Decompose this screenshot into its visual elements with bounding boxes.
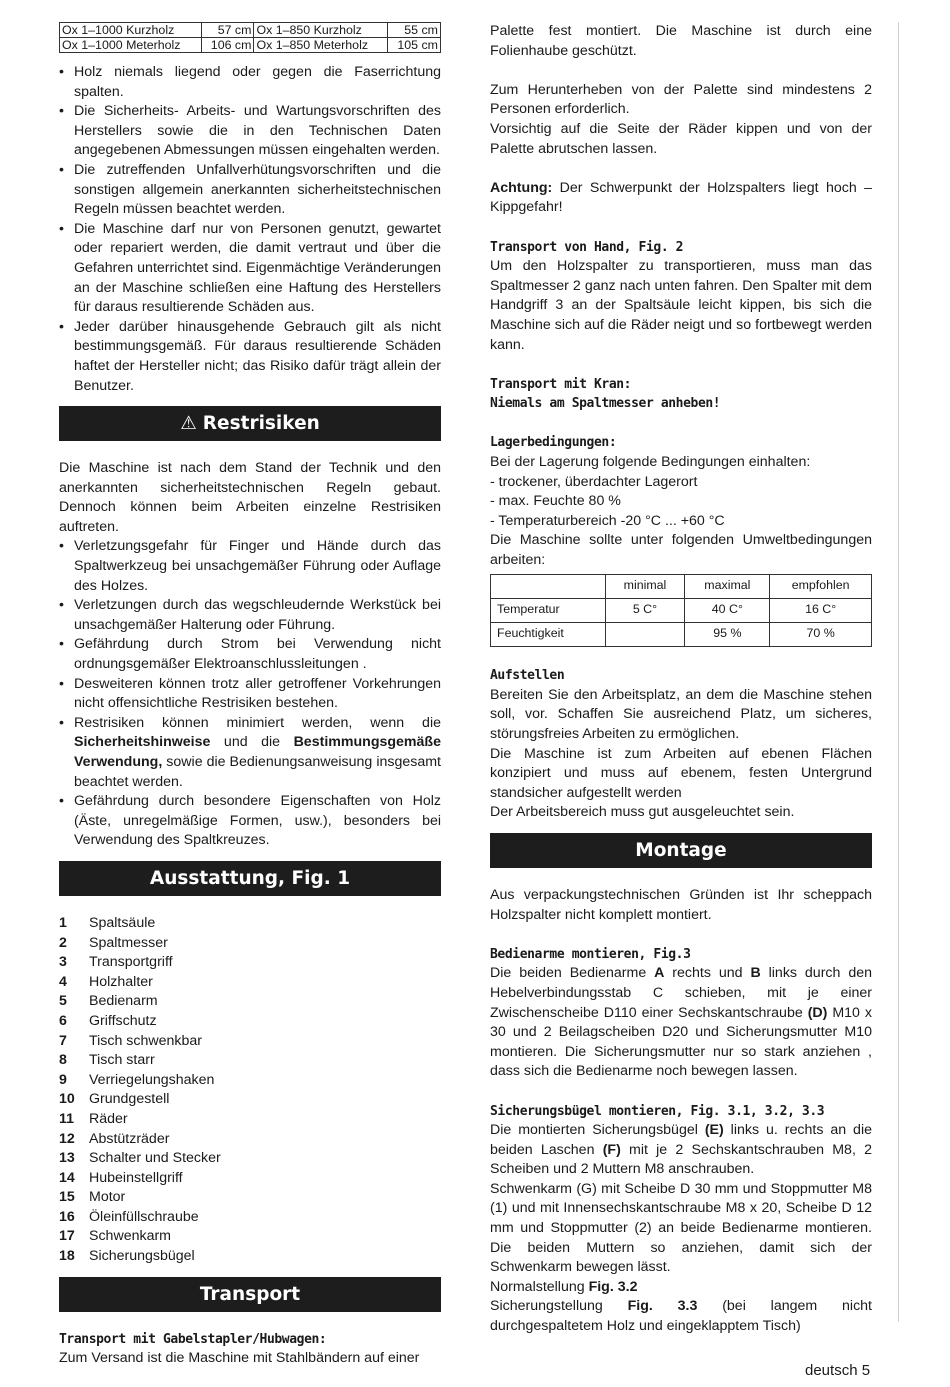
part-label: Verriegelungshaken <box>89 1071 215 1088</box>
list-item: • Desweiteren können trotz aller getroffener Vorkehrungen nicht offensichtliche Restrisiken bestehen. <box>59 675 441 714</box>
part-label: Sicherungsbügel <box>89 1248 195 1265</box>
parts-list-item <box>59 992 441 1012</box>
text-run-bold: Sicherheitshinweise <box>74 734 211 751</box>
part-number: 10 <box>59 1091 75 1108</box>
part-label: Holzhalter <box>89 973 153 990</box>
section-title: Ausstattung, Fig. 1 <box>149 867 351 889</box>
section-title: Restrisiken <box>202 413 320 435</box>
part-label: Bedienarm <box>89 993 158 1010</box>
table-cell: 40 C° <box>685 598 770 622</box>
part-label: Spaltsäule <box>89 914 156 931</box>
transport-continued-text: Palette fest montiert. Die Maschine ist durch eine Folienhaube geschützt. <box>490 23 872 59</box>
list-item: • Verletzungsgefahr für Finger und Hände durch das Spaltwerkzeug bei unsachgemäßer Führung oder Auflage des Holzes. <box>59 537 441 596</box>
text-run: M10 x 30 und 2 Beilagscheiben D20 und Sicherungsmutter M10 montieren. Die Sicherungsmutter nur so stark anziehen , dass sich die Bedienarme noch bewegen lassen. <box>490 1004 872 1080</box>
text-run: links durch den Hebelverbindungsstab C schieben, mit je einer Zwischenscheibe D110 einer Sechskantschraube <box>490 965 872 1021</box>
part-number: 1 <box>59 914 67 931</box>
table-header-row <box>491 574 872 598</box>
table-cell: Ox 1–1000 Kurzholz <box>60 23 202 38</box>
herunterheben-text: Zum Herunterheben von der Palette sind mindestens 2 Personen erforderlich. <box>490 81 872 118</box>
storage-line: - Temperaturbereich -20 °C ... +60 °C <box>490 512 725 529</box>
part-number: 18 <box>59 1248 75 1265</box>
parts-list-item <box>59 1130 441 1150</box>
page-edge-rule <box>898 22 899 1322</box>
parts-list-item <box>59 1188 441 1208</box>
bedienarme-text <box>490 964 872 1082</box>
parts-list-item <box>59 1227 441 1247</box>
environment-text: Die Maschine sollte unter folgenden Umweltbedingungen arbeiten: <box>490 532 872 569</box>
list-item: • Gefährdung durch Strom bei Verwendung nicht ordnungsgemäßer Elektroanschlussleitungen . <box>59 635 441 674</box>
text-run-bold: (E) <box>704 1122 724 1139</box>
parts-list-item <box>59 1149 441 1169</box>
section-title: Montage <box>635 839 727 861</box>
transport-hand-text: Um den Holzspalter zu transportieren, muss man das Spaltmesser 2 ganz nach unten fahren. Den Spalter mit dem Handgriff 3 an der Spaltsäule leicht kippen, bis sich die Maschine sich auf die Räder neigt und so fortbewegt werden kann. <box>490 258 872 353</box>
text-run-bold: A <box>654 965 665 982</box>
text-run-bold: B <box>750 965 761 982</box>
storage-line: - max. Feuchte 80 % <box>490 493 621 510</box>
usage-rules-list <box>59 63 441 396</box>
parts-list-item <box>59 1208 441 1228</box>
sicherungsbuegel-heading: Sicherungsbügel montieren, Fig. 3.1, 3.2, 3.3 <box>490 1103 825 1119</box>
text-run-bold: (F) <box>602 1141 621 1158</box>
part-label: Transportgriff <box>89 954 173 971</box>
list-item: • Verletzungen durch das wegschleudernde Werkstück bei unsachgemäßer Halterung oder Führung. <box>59 596 441 635</box>
parts-list-item <box>59 1247 441 1267</box>
parts-list-item <box>59 1071 441 1091</box>
text-run-bold: Fig. 3.2 <box>588 1278 638 1295</box>
length-spec-table <box>59 22 441 53</box>
restrisiken-intro: Die Maschine ist nach dem Stand der Technik und den anerkannten sicherheitstechnischen Regeln gebaut. Dennoch können beim Arbeiten einzelne Restrisiken auftreten. <box>59 460 441 535</box>
parts-list <box>59 914 441 1267</box>
list-item: • Holz niemals liegend oder gegen die Faserrichtung spalten. <box>59 63 441 102</box>
parts-list-item <box>59 1012 441 1032</box>
setup-text: Die Maschine ist zum Arbeiten auf ebenen Flächen konzipiert und muss auf ebenem, festen Untergrund standsicher aufgestellt werden <box>490 745 872 801</box>
setup-heading: Aufstellen <box>490 668 565 684</box>
table-cell: Ox 1–850 Meterholz <box>254 38 388 53</box>
parts-list-item <box>59 1032 441 1052</box>
restrisiken-list <box>59 537 441 851</box>
text-run: Die beiden Bedienarme <box>490 965 655 982</box>
table-cell: Feuchtigkeit <box>491 622 606 646</box>
part-number: 6 <box>59 1012 67 1029</box>
page-footer: deutsch 5 <box>805 1362 871 1379</box>
achtung-label: Achtung: <box>490 179 553 196</box>
text-run: rechts und <box>664 965 751 982</box>
list-item: • Die Sicherheits- Arbeits- und Wartungsvorschriften des Herstellers sowie die in den Technischen Daten angegebenen Abmessungen müssen eingehalten werden. <box>59 102 441 161</box>
table-row <box>60 38 441 53</box>
part-label: Hubeinstellgriff <box>89 1169 183 1186</box>
environment-table <box>490 574 872 647</box>
transport-crane-warning: Niemals am Spaltmesser anheben! <box>490 396 721 412</box>
part-label: Tisch starr <box>89 1052 155 1069</box>
setup-text: Der Arbeitsbereich muss gut ausgeleuchtet sein. <box>490 804 795 821</box>
parts-list-item <box>59 1051 441 1071</box>
part-label: Tisch schwenkbar <box>89 1032 203 1049</box>
montage-banner <box>490 833 872 868</box>
normalstellung-text <box>490 1278 872 1298</box>
part-number: 12 <box>59 1130 75 1147</box>
achtung-text: Der Schwerpunkt der Holzspalters liegt hoch – Kippgefahr! <box>490 179 872 216</box>
montage-intro: Aus verpackungstechnischen Gründen ist Ihr scheppach Holzspalter nicht komplett montiert. <box>490 886 872 923</box>
restrisiken-banner <box>59 406 441 441</box>
text-run: Restrisiken können minimiert werden, wenn die <box>74 714 441 731</box>
part-number: 16 <box>59 1208 75 1225</box>
text-run: sowie die Bedienungsanweisung insgesamt beachtet werden. <box>74 754 441 790</box>
table-cell: 16 C° <box>770 598 872 622</box>
table-cell: 55 cm <box>388 23 441 38</box>
table-cell: 5 C° <box>605 598 685 622</box>
text-run: mit je 2 Sechskantschrauben M8, 2 Scheiben und 2 Muttern M8 anschrauben. <box>490 1141 872 1178</box>
part-label: Spaltmesser <box>89 934 168 951</box>
table-cell: 105 cm <box>388 38 441 53</box>
part-number: 3 <box>59 954 67 971</box>
table-header-cell: maximal <box>685 574 770 598</box>
transport-forklift-heading: Transport mit Gabelstapler/Hubwagen: <box>59 1331 327 1347</box>
ausstattung-banner <box>59 861 441 896</box>
table-header-cell: minimal <box>605 574 685 598</box>
storage-line: - trockener, überdachter Lagerort <box>490 473 698 490</box>
table-cell: 70 % <box>770 622 872 646</box>
part-number: 7 <box>59 1032 67 1049</box>
part-number: 5 <box>59 993 67 1010</box>
table-cell: Ox 1–850 Kurzholz <box>254 23 388 38</box>
right-column <box>490 22 872 1337</box>
part-number: 4 <box>59 973 67 990</box>
text-run: Normalstellung <box>490 1278 589 1295</box>
text-run-bold: Bestimmungsgemäße Verwendung, <box>74 734 441 770</box>
table-cell: Temperatur <box>491 598 606 622</box>
part-label: Abstützräder <box>89 1130 170 1147</box>
part-number: 17 <box>59 1228 75 1245</box>
table-row <box>491 598 872 622</box>
left-column <box>59 22 441 1369</box>
transport-crane-heading: Transport mit Kran: <box>490 376 632 392</box>
part-label: Öleinfüllschraube <box>89 1208 199 1225</box>
section-title: Transport <box>199 1283 301 1305</box>
table-row <box>491 622 872 646</box>
part-number: 14 <box>59 1169 75 1186</box>
text-run: Die montierten Sicherungsbügel <box>490 1122 705 1139</box>
parts-list-item <box>59 973 441 993</box>
text-run: Sicherungstellung <box>490 1298 628 1315</box>
parts-list-item <box>59 953 441 973</box>
part-number: 9 <box>59 1071 67 1088</box>
kippen-text: Vorsichtig auf die Seite der Räder kippen und von der Palette abrutschen lassen. <box>490 120 872 157</box>
part-label: Griffschutz <box>89 1012 157 1029</box>
table-cell: 95 % <box>685 622 770 646</box>
sicherungstellung-text <box>490 1297 872 1336</box>
table-row <box>60 23 441 38</box>
part-label: Räder <box>89 1110 128 1127</box>
part-number: 15 <box>59 1189 75 1206</box>
storage-heading: Lagerbedingungen: <box>490 435 617 451</box>
transport-forklift-text: Zum Versand ist die Maschine mit Stahlbändern auf einer <box>59 1350 420 1367</box>
schwenkarm-text: Schwenkarm (G) mit Scheibe D 30 mm und Stoppmutter M8 (1) und mit Innensechskantschraube M8 x 20, Scheibe D 12 mm und Stoppmutter (2) an beide Bedienarme montieren. Die beiden Muttern so anziehen, damit sich der Schwenkarm bewegen lässt. <box>490 1180 872 1276</box>
table-cell <box>605 622 685 646</box>
list-item: • Jeder darüber hinausgehende Gebrauch gilt als nicht bestimmungsgemäß. Für daraus resultierende Schäden haftet der Hersteller nicht; das Risiko dafür trägt allein der Benutzer. <box>59 318 441 396</box>
achtung-warning <box>490 179 872 218</box>
table-header-cell: empfohlen <box>770 574 872 598</box>
text-run-bold: (D) <box>807 1004 828 1021</box>
storage-line: Bei der Lagerung folgende Bedingungen einhalten: <box>490 454 811 471</box>
sicherungsbuegel-text <box>490 1121 872 1180</box>
part-label: Motor <box>89 1189 126 1206</box>
part-number: 2 <box>59 934 67 951</box>
list-item <box>59 714 441 792</box>
table-cell: 57 cm <box>201 23 253 38</box>
text-run-bold: Fig. 3.3 <box>627 1298 698 1315</box>
transport-banner <box>59 1277 441 1312</box>
transport-hand-heading: Transport von Hand, Fig. 2 <box>490 239 684 255</box>
table-cell: Ox 1–1000 Meterholz <box>60 38 202 53</box>
parts-list-item <box>59 914 441 934</box>
list-item: • Gefährdung durch besondere Eigenschaften von Holz (Äste, unregelmäßige Formen, usw.), besonders bei Verwendung des Spaltkreuzes. <box>59 792 441 851</box>
parts-list-item <box>59 1110 441 1130</box>
bedienarme-heading: Bedienarme montieren, Fig.3 <box>490 946 691 962</box>
part-number: 13 <box>59 1150 75 1167</box>
parts-list-item <box>59 1090 441 1110</box>
text-run: links u. rechts an die beiden Laschen <box>490 1122 872 1158</box>
part-label: Schalter und Stecker <box>89 1150 221 1167</box>
table-cell: 106 cm <box>201 38 253 53</box>
part-label: Schwenkarm <box>89 1228 172 1245</box>
table-header-cell <box>491 574 606 598</box>
parts-list-item <box>59 1169 441 1189</box>
list-item: • Die Maschine darf nur von Personen genutzt, gewartet oder repariert werden, die damit vertraut und über die Gefahren unterrichtet sind. Eigenmächtige Veränderungen an der Maschine schließen eine Haftung des Herstellers für daraus resultierende Schäden aus. <box>59 220 441 318</box>
part-number: 8 <box>59 1052 67 1069</box>
setup-text: Bereiten Sie den Arbeitsplatz, an dem die Maschine stehen soll, vor. Schaffen Sie ausreichend Platz, um sicheres, störungsfreies Arbeiten zu ermöglichen. <box>490 686 872 742</box>
part-label: Grundgestell <box>89 1091 170 1108</box>
list-item: • Die zutreffenden Unfallverhütungsvorschriften und die sonstigen allgemein anerkannten sicherheitstechnischen Regeln müssen beachtet werden. <box>59 161 441 220</box>
warning-triangle-icon: ⚠ <box>180 413 197 435</box>
text-run: und die <box>210 734 294 751</box>
text-run: (bei langem nicht durchgespaltetem Holz und eingeklapptem Tisch) <box>490 1298 872 1335</box>
parts-list-item <box>59 934 441 954</box>
part-number: 11 <box>59 1110 74 1127</box>
